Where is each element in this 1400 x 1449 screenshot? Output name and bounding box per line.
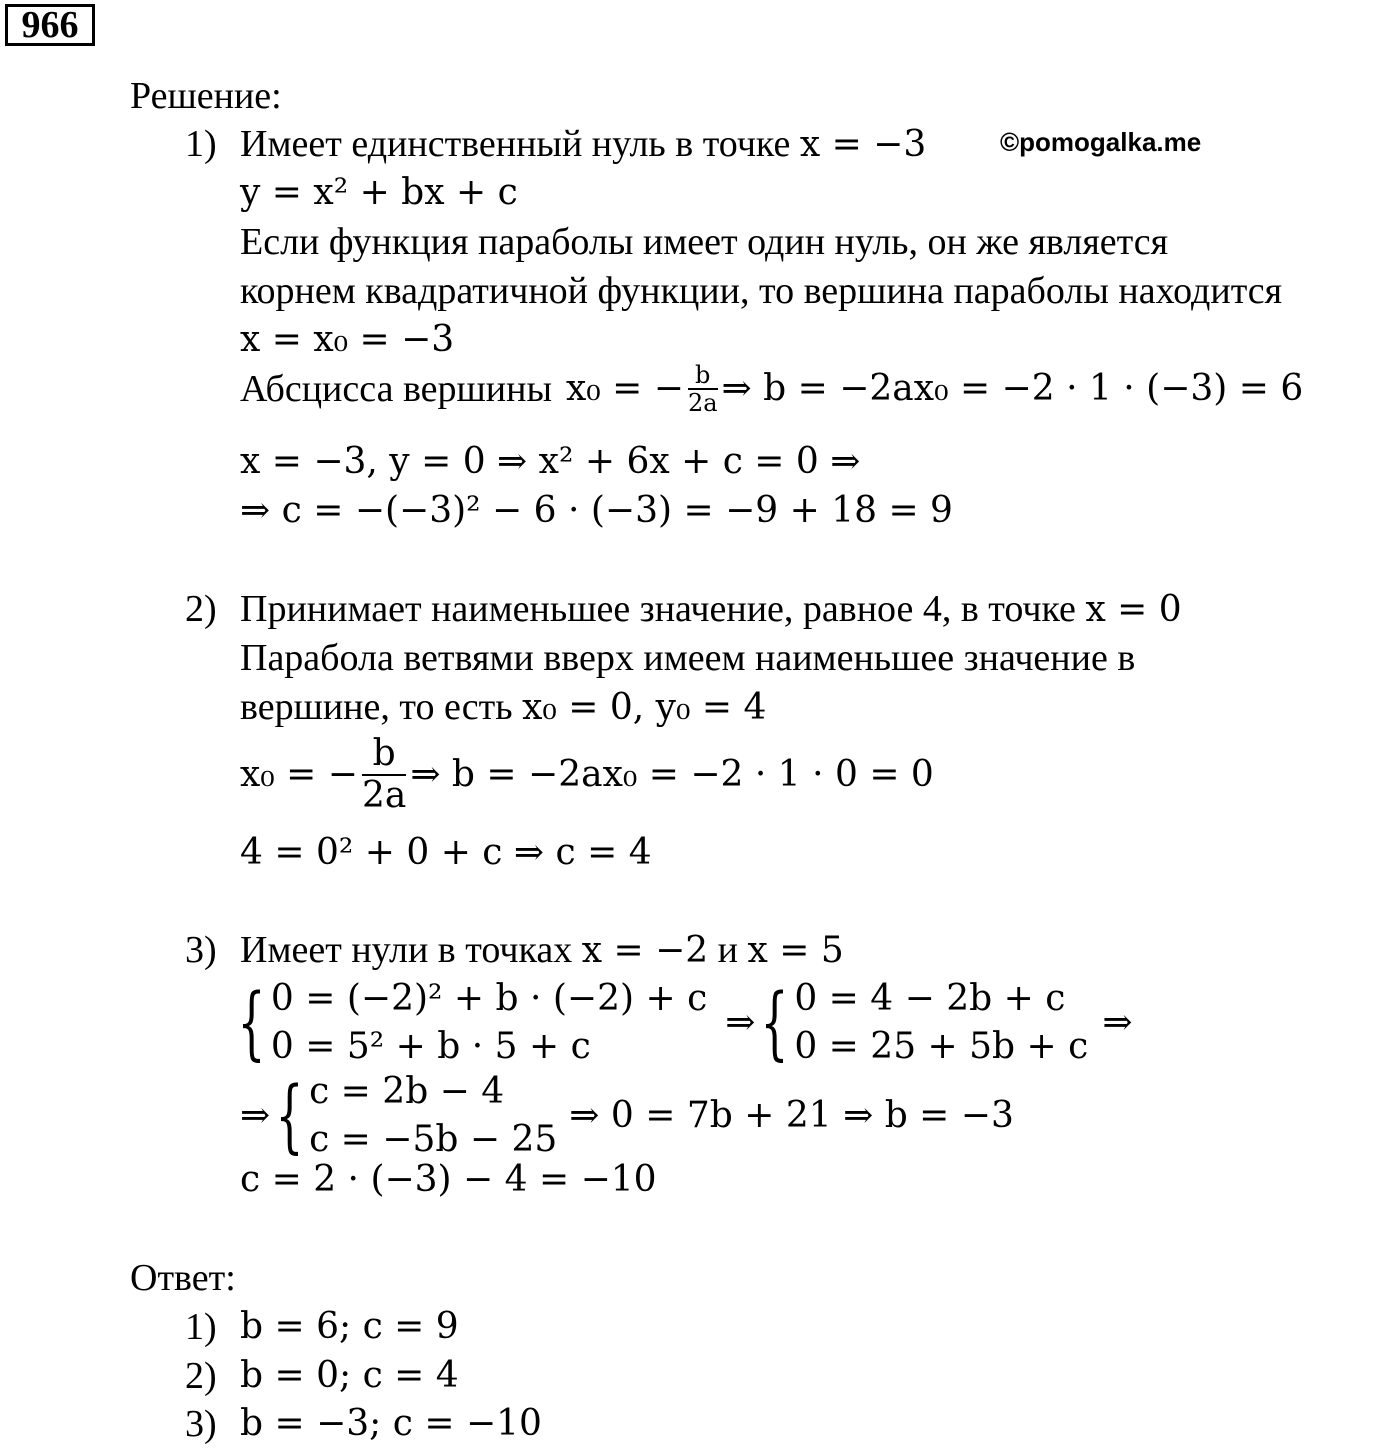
part3-condition: [240, 928, 844, 973]
part2-fraction: [362, 734, 406, 815]
part1-fraction: [688, 362, 718, 417]
problem-number: 966: [5, 4, 95, 46]
part3-implies-end: ⇒: [1102, 1002, 1133, 1043]
part3-sys2-row2: 0 = 25 + 5b + c: [794, 1026, 1089, 1067]
part1-marker: 1): [185, 123, 217, 165]
part3-system-line-2: [240, 1068, 1014, 1164]
part3-sys3-prefix: ⇒: [240, 1095, 271, 1136]
part3-sys3-row2: c = −5b − 25: [309, 1119, 558, 1160]
part1-abscissa-left: x₀ = −: [566, 368, 684, 410]
part3-system-2: [794, 975, 1088, 1071]
part2-frac-den: 2a: [361, 774, 407, 816]
part1-explain-2: корнем квадратичной функции, то вершина параболы находится: [240, 270, 1283, 312]
answer-3-text: b = −3; c = −10: [240, 1403, 542, 1444]
part3-marker: 3): [185, 929, 217, 971]
system-brace: {: [760, 976, 789, 1069]
part2-explain-2-math: x₀ = 0, y₀ = 4: [522, 687, 767, 728]
watermark: ©pomogalka.me: [1000, 127, 1202, 157]
part2-explain-2: [240, 685, 766, 730]
part1-condition-math: x = −3: [799, 124, 927, 165]
part1-condition-text: Имеет единственный нуль в точке: [240, 123, 791, 165]
part3-condition-and: и: [717, 929, 738, 971]
part2-formula-right: ⇒ b = −2ax₀ = −2 · 1 · 0 = 0: [410, 753, 934, 795]
part1-substitution: x = −3, y = 0 ⇒ x² + 6x + c = 0 ⇒: [240, 441, 861, 482]
part3-implies: ⇒: [725, 1002, 756, 1043]
part1-frac-num: b: [695, 361, 711, 389]
part2-condition: [240, 587, 1182, 632]
part2-formula: [240, 734, 934, 815]
part1-abscissa-label: Абсцисса вершины: [240, 368, 552, 411]
part3-condition-math-1: x = −2: [581, 930, 709, 971]
solution-label: Решение:: [130, 75, 282, 117]
part3-sys1-row1: 0 = (−2)² + b · (−2) + c: [270, 978, 708, 1019]
part3-condition-text: Имеет нули в точках: [240, 929, 573, 971]
part2-condition-text: Принимает наименьшее значение, равное 4, в точке: [240, 588, 1076, 630]
part2-explain-2-text: вершине, то есть: [240, 686, 513, 728]
part1-frac-den: 2a: [687, 389, 718, 418]
answer-2-text: b = 0; c = 4: [240, 1355, 459, 1396]
part1-abscissa-right: ⇒ b = −2ax₀ = −2 · 1 · (−3) = 6: [721, 368, 1304, 410]
part3-system-line-1: [232, 975, 1132, 1071]
part3-system-1: [271, 975, 707, 1071]
part1-abscissa-line: [240, 362, 1303, 417]
answer-1-text: b = 6; c = 9: [240, 1306, 459, 1347]
part3-sys3-row1: c = 2b − 4: [309, 1071, 505, 1112]
part3-sys3-suffix: ⇒ 0 = 7b + 21 ⇒ b = −3: [569, 1095, 1014, 1136]
part3-sys1-row2: 0 = 5² + b · 5 + c: [270, 1026, 591, 1067]
answer-2-marker: 2): [185, 1355, 217, 1397]
part3-system-3: [309, 1068, 557, 1164]
part2-condition-math: x = 0: [1085, 589, 1182, 630]
part3-condition-math-2: x = 5: [747, 930, 844, 971]
system-brace: {: [275, 1069, 304, 1162]
part3-sys2-row1: 0 = 4 − 2b + c: [794, 978, 1066, 1019]
part3-c-value: c = 2 · (−3) − 4 = −10: [240, 1159, 657, 1200]
system-brace: {: [237, 976, 266, 1069]
answer-label: Ответ:: [130, 1257, 236, 1299]
part2-formula-left: x₀ = −: [240, 753, 358, 795]
part2-marker: 2): [185, 588, 217, 630]
part1-condition: [240, 122, 926, 167]
part2-frac-num: b: [372, 733, 396, 774]
part1-c-value: ⇒ c = −(−3)² − 6 · (−3) = −9 + 18 = 9: [240, 490, 953, 531]
answer-1-marker: 1): [185, 1306, 217, 1348]
part1-vertex: x = x₀ = −3: [240, 319, 455, 360]
part1-explain-1: Если функция параболы имеет один нуль, он же является: [240, 221, 1169, 263]
part1-func: y = x² + bx + c: [240, 172, 518, 213]
answer-3-marker: 3): [185, 1403, 217, 1445]
part2-explain-1: Парабола ветвями вверх имеем наименьшее значение в: [240, 637, 1136, 679]
part2-c-value: 4 = 0² + 0 + c ⇒ c = 4: [240, 832, 652, 873]
